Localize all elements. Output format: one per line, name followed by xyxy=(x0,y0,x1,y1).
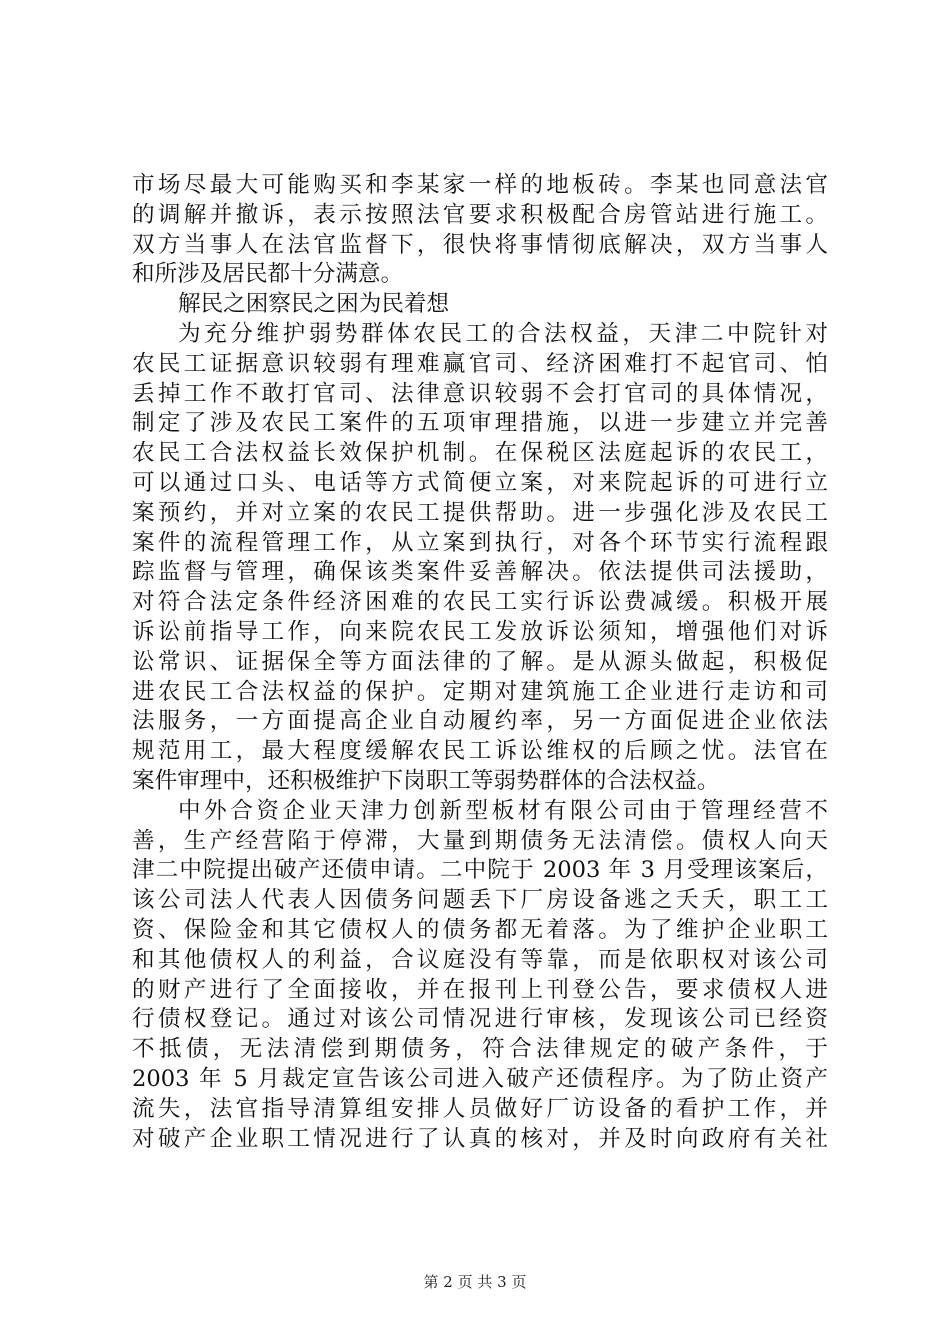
text-line: 案件审理中，还积极维护下岗职工等弱势群体的合法权益。 xyxy=(132,767,720,794)
text-line: 为充分维护弱势群体农民工的合法权益，天津二中院针对 xyxy=(178,320,828,347)
text-line: 2003 年 5 月裁定宣告该公司进入破产还债程序。为了防止资产 xyxy=(132,1065,828,1092)
text-line: 行债权登记。通过对该公司情况进行审核，发现该公司已经资 xyxy=(132,1006,828,1033)
text-line: 讼常识、证据保全等方面法律的了解。是从源头做起，积极促 xyxy=(132,648,828,675)
text-line: 案件的流程管理工作，从立案到执行，对各个环节实行流程跟 xyxy=(132,529,828,556)
text-line: 诉讼前指导工作，向来院农民工发放诉讼须知，增强他们对诉 xyxy=(132,618,828,645)
document-body xyxy=(132,171,828,1154)
text-line: 对破产企业职工情况进行了认真的核对，并及时向政府有关社 xyxy=(132,1125,828,1152)
text-line: 案预约，并对立案的农民工提供帮助。进一步强化涉及农民工 xyxy=(132,499,828,526)
text-line: 双方当事人在法官监督下，很快将事情彻底解决，双方当事人 xyxy=(132,231,828,258)
text-line: 和其他债权人的利益，合议庭没有等靠，而是依职权对该公司 xyxy=(132,946,828,973)
text-line: 善，生产经营陷于停滞，大量到期债务无法清偿。债权人向天 xyxy=(132,827,828,854)
text-line: 中外合资企业天津力创新型板材有限公司由于管理经营不 xyxy=(178,797,828,824)
text-line: 的财产进行了全面接收，并在报刊上刊登公告，要求债权人进 xyxy=(132,976,828,1003)
text-line: 农民工证据意识较弱有理难赢官司、经济困难打不起官司、怕 xyxy=(132,350,828,377)
text-line: 踪监督与管理，确保该类案件妥善解决。依法提供司法援助， xyxy=(132,559,828,586)
text-line: 资、保险金和其它债权人的债务都无着落。为了维护企业职工 xyxy=(132,916,828,943)
text-line: 对符合法定条件经济困难的农民工实行诉讼费减缓。积极开展 xyxy=(132,589,828,616)
text-line: 的调解并撤诉，表示按照法官要求积极配合房管站进行施工。 xyxy=(132,201,828,228)
text-line: 规范用工，最大程度缓解农民工诉讼维权的后顾之忧。法官在 xyxy=(132,738,828,765)
text-line: 制定了涉及农民工案件的五项审理措施，以进一步建立并完善 xyxy=(132,410,828,437)
page-footer: 第 2 页 共 3 页 xyxy=(423,1273,527,1291)
text-line: 农民工合法权益长效保护机制。在保税区法庭起诉的农民工， xyxy=(132,440,828,467)
text-line: 法服务，一方面提高企业自动履约率，另一方面促进企业依法 xyxy=(132,708,828,735)
text-line: 该公司法人代表人因债务问题丢下厂房设备逃之夭夭，职工工 xyxy=(132,887,828,914)
text-line: 市场尽最大可能购买和李某家一样的地板砖。李某也同意法官 xyxy=(132,172,828,198)
text-line: 丢掉工作不敢打官司、法律意识较弱不会打官司的具体情况， xyxy=(132,380,828,407)
text-line: 不抵债，无法清偿到期债务，符合法律规定的破产条件，于 xyxy=(132,1036,828,1063)
text-line: 流失，法官指导清算组安排人员做好厂访设备的看护工作，并 xyxy=(132,1095,828,1122)
text-line: 进农民工合法权益的保护。定期对建筑施工企业进行走访和司 xyxy=(132,678,828,705)
text-line: 津二中院提出破产还债申请。二中院于 2003 年 3 月受理该案后， xyxy=(132,857,828,884)
text-line: 和所涉及居民都十分满意。 xyxy=(132,261,404,288)
text-line: 可以通过口头、电话等方式简便立案，对来院起诉的可进行立 xyxy=(132,469,828,496)
section-heading: 解民之困察民之困为民着想 xyxy=(178,291,450,318)
